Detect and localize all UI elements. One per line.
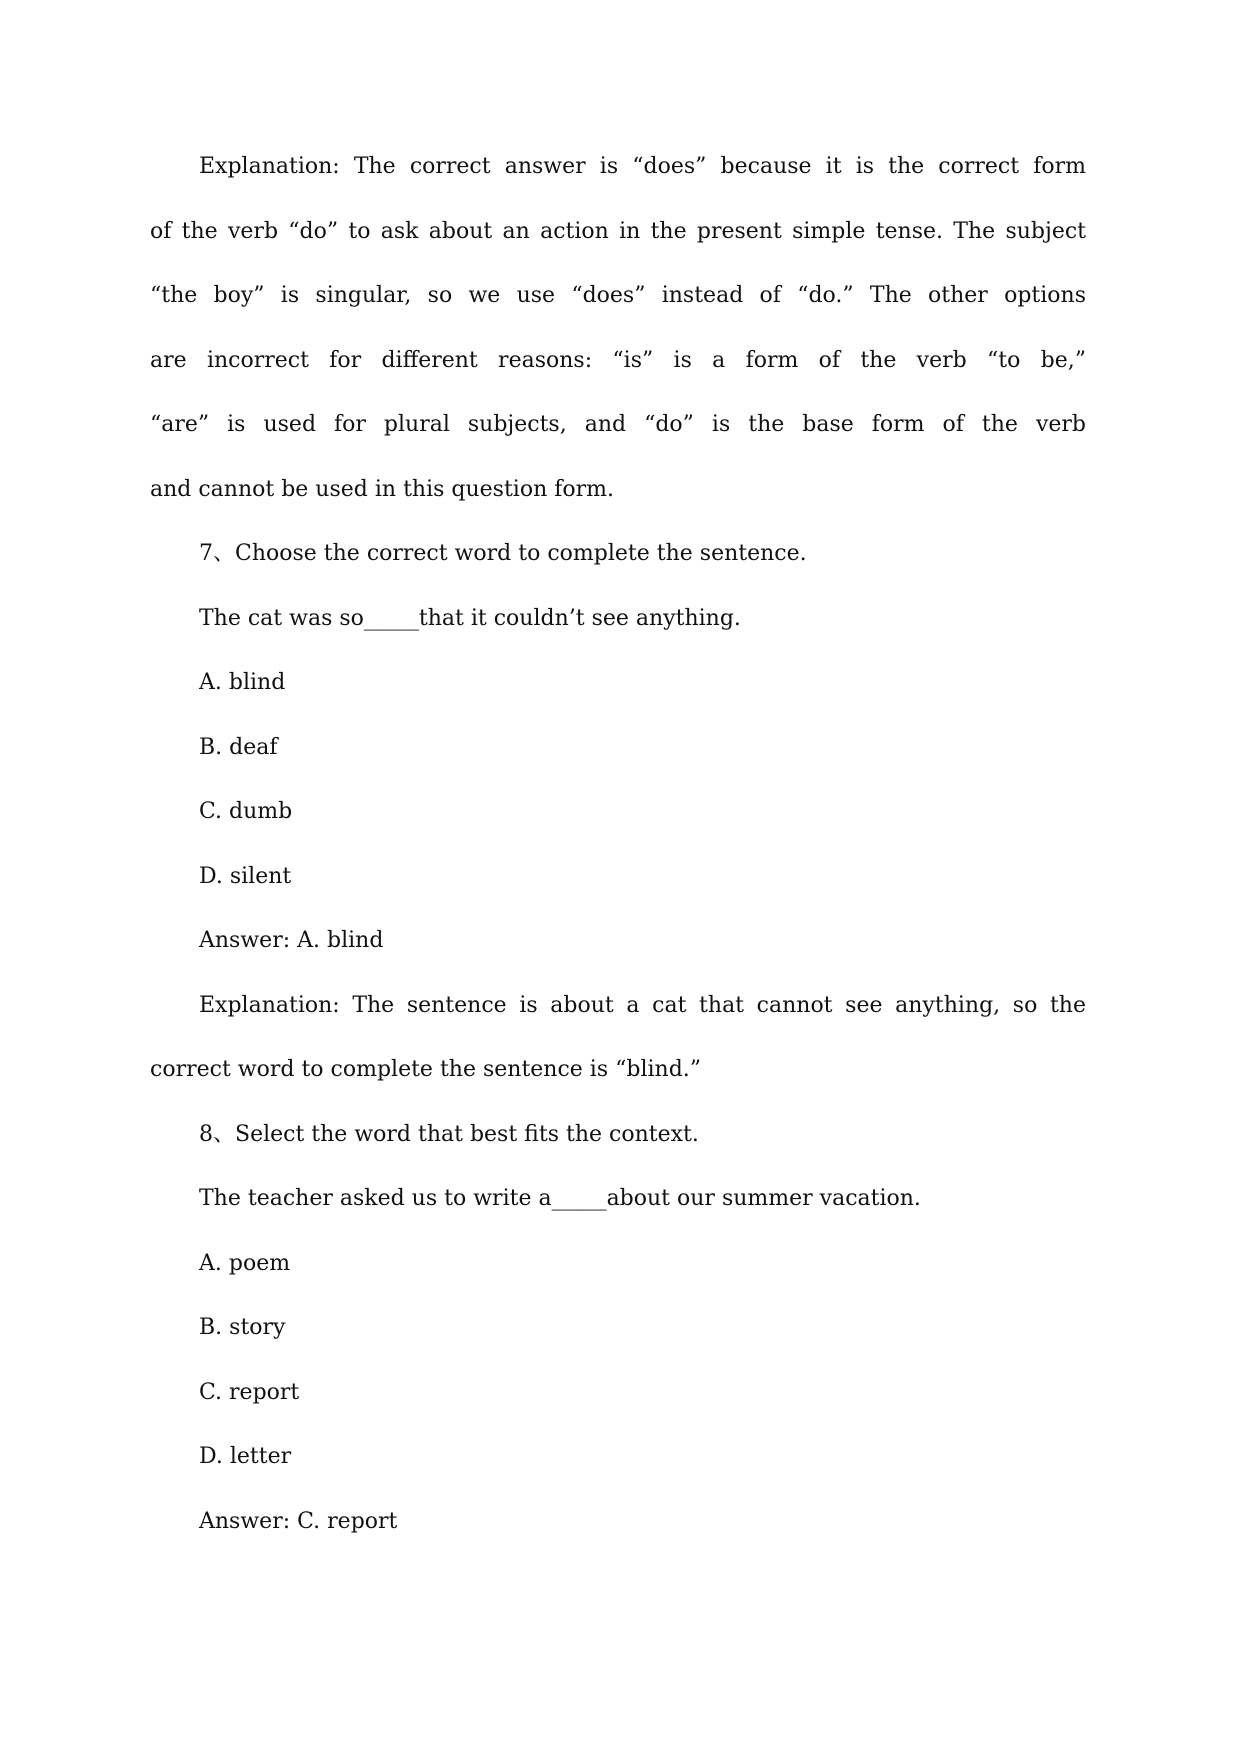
question-8-option-b: B. story — [199, 1315, 286, 1340]
question-7-option-c: C. dumb — [199, 799, 293, 824]
question-8-option-d: D. letter — [199, 1444, 292, 1469]
explanation-6-line-2: of the verb “do” to ask about an action in the present simple tense. The subject — [150, 218, 1086, 244]
question-8-sentence: The teacher asked us to write a_____about our summer vacation. — [199, 1186, 921, 1211]
explanation-6-line-3: “the boy” is singular, so we use “does” instead of “do.” The other options — [150, 283, 1086, 308]
question-7-option-a: A. blind — [199, 670, 286, 695]
explanation-6-line-4: are incorrect for different reasons: “is” is a form of the verb “to be,” — [150, 347, 1086, 373]
question-8-answer: Answer: C. report — [199, 1508, 398, 1534]
question-8-option-a: A. poem — [199, 1250, 291, 1276]
question-7-option-d: D. silent — [199, 863, 292, 889]
question-7-explanation-line-1: Explanation: The sentence is about a cat that cannot see anything, so the — [199, 992, 1086, 1018]
question-8-prompt: 8、Select the word that best fits the context. — [199, 1121, 699, 1147]
explanation-6-line-5: “are” is used for plural subjects, and “do” is the base form of the verb — [150, 412, 1086, 437]
page-content — [150, 135, 1086, 1554]
question-7-prompt: 7、Choose the correct word to complete the sentence. — [199, 541, 807, 566]
explanation-6-line-6: and cannot be used in this question form. — [150, 476, 614, 502]
question-8-option-c: C. report — [199, 1379, 300, 1405]
question-7-sentence: The cat was so_____that it couldn’t see anything. — [199, 605, 741, 631]
question-7-explanation-line-2: correct word to complete the sentence is “blind.” — [150, 1057, 702, 1082]
question-7-answer: Answer: A. blind — [199, 928, 384, 953]
question-7-option-b: B. deaf — [199, 734, 278, 760]
explanation-6-line-1: Explanation: The correct answer is “does” because it is the correct form — [199, 154, 1086, 179]
